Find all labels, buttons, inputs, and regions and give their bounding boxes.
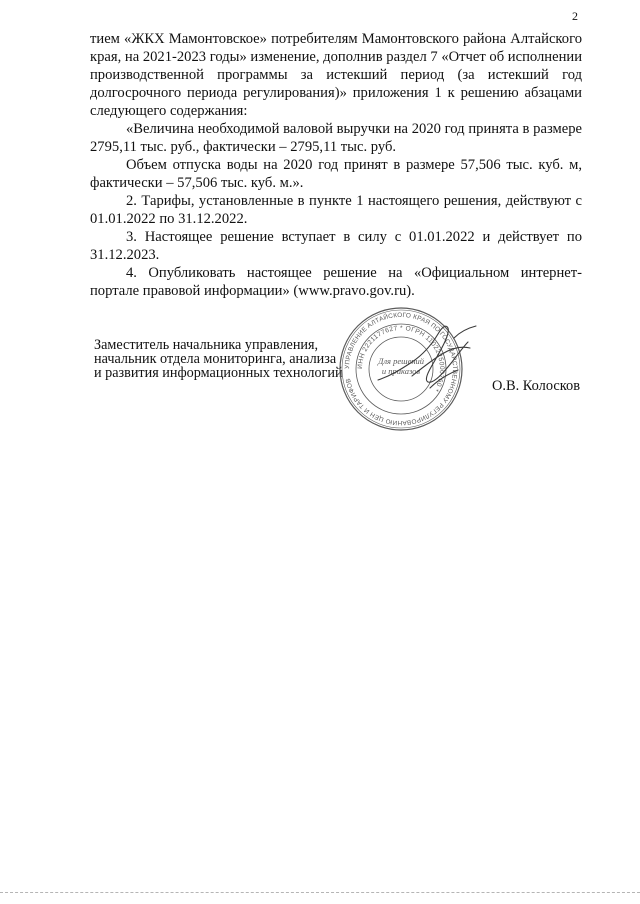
page-number: 2 xyxy=(572,9,578,23)
footer-divider xyxy=(0,892,640,893)
signer-position-line: начальник отдела мониторинга, анализа xyxy=(94,351,337,367)
handwritten-signature-icon xyxy=(372,318,482,398)
signer-position-line: и развития информационных технологий xyxy=(94,365,343,381)
signer-name: О.В. Колосков xyxy=(492,378,581,394)
paragraph-water-volume: Объем отпуска воды на 2020 год принят в размере 57,506 тыс. куб. м, фактически – 57,506 тыс. куб. м.». xyxy=(90,157,582,191)
paragraph-publication: 4. Опубликовать настоящее решение на «Официальном интернет-портале правовой информации» (www.pravo.gov.ru). xyxy=(90,265,582,299)
paragraph-effective-date: 3. Настоящее решение вступает в силу с 01.01.2022 и действует по 31.12.2023. xyxy=(90,229,582,263)
signer-position-line: Заместитель начальника управления, xyxy=(94,337,319,353)
document-body xyxy=(90,30,582,300)
paragraph-intro: тием «ЖКХ Мамонтовское» потребителям Мамонтовского района Алтайского края, на 2021-2023 годы» изменение, дополнив раздел 7 «Отчет об исполнении производственной программы за истекший период (за истекший год долгосрочного периода регулирования)» приложения 1 к решению абзацами следующего содержания: xyxy=(90,31,582,119)
paragraph-revenue: «Величина необходимой валовой выручки на 2020 год принята в размере 2795,11 тыс. руб., фактически – 2795,11 тыс. руб. xyxy=(90,121,582,155)
paragraph-tariff-period: 2. Тарифы, установленные в пункте 1 настоящего решения, действуют с 01.01.2022 по 31.12.2022. xyxy=(90,193,582,227)
signer-position xyxy=(94,338,343,380)
seal-outer-text: УПРАВЛЕНИЕ АЛТАЙСКОГО КРАЯ ПО ГОСУДАРСТВЕННОМУ РЕГУЛИРОВАНИЮ ЦЕН И ТАРИФОВ xyxy=(343,311,459,427)
seal-center-text: Для решений и приказов xyxy=(377,356,425,376)
seal-inner-text: ИНН 2221177627 * ОГРН 1102225000760 * xyxy=(356,324,446,393)
